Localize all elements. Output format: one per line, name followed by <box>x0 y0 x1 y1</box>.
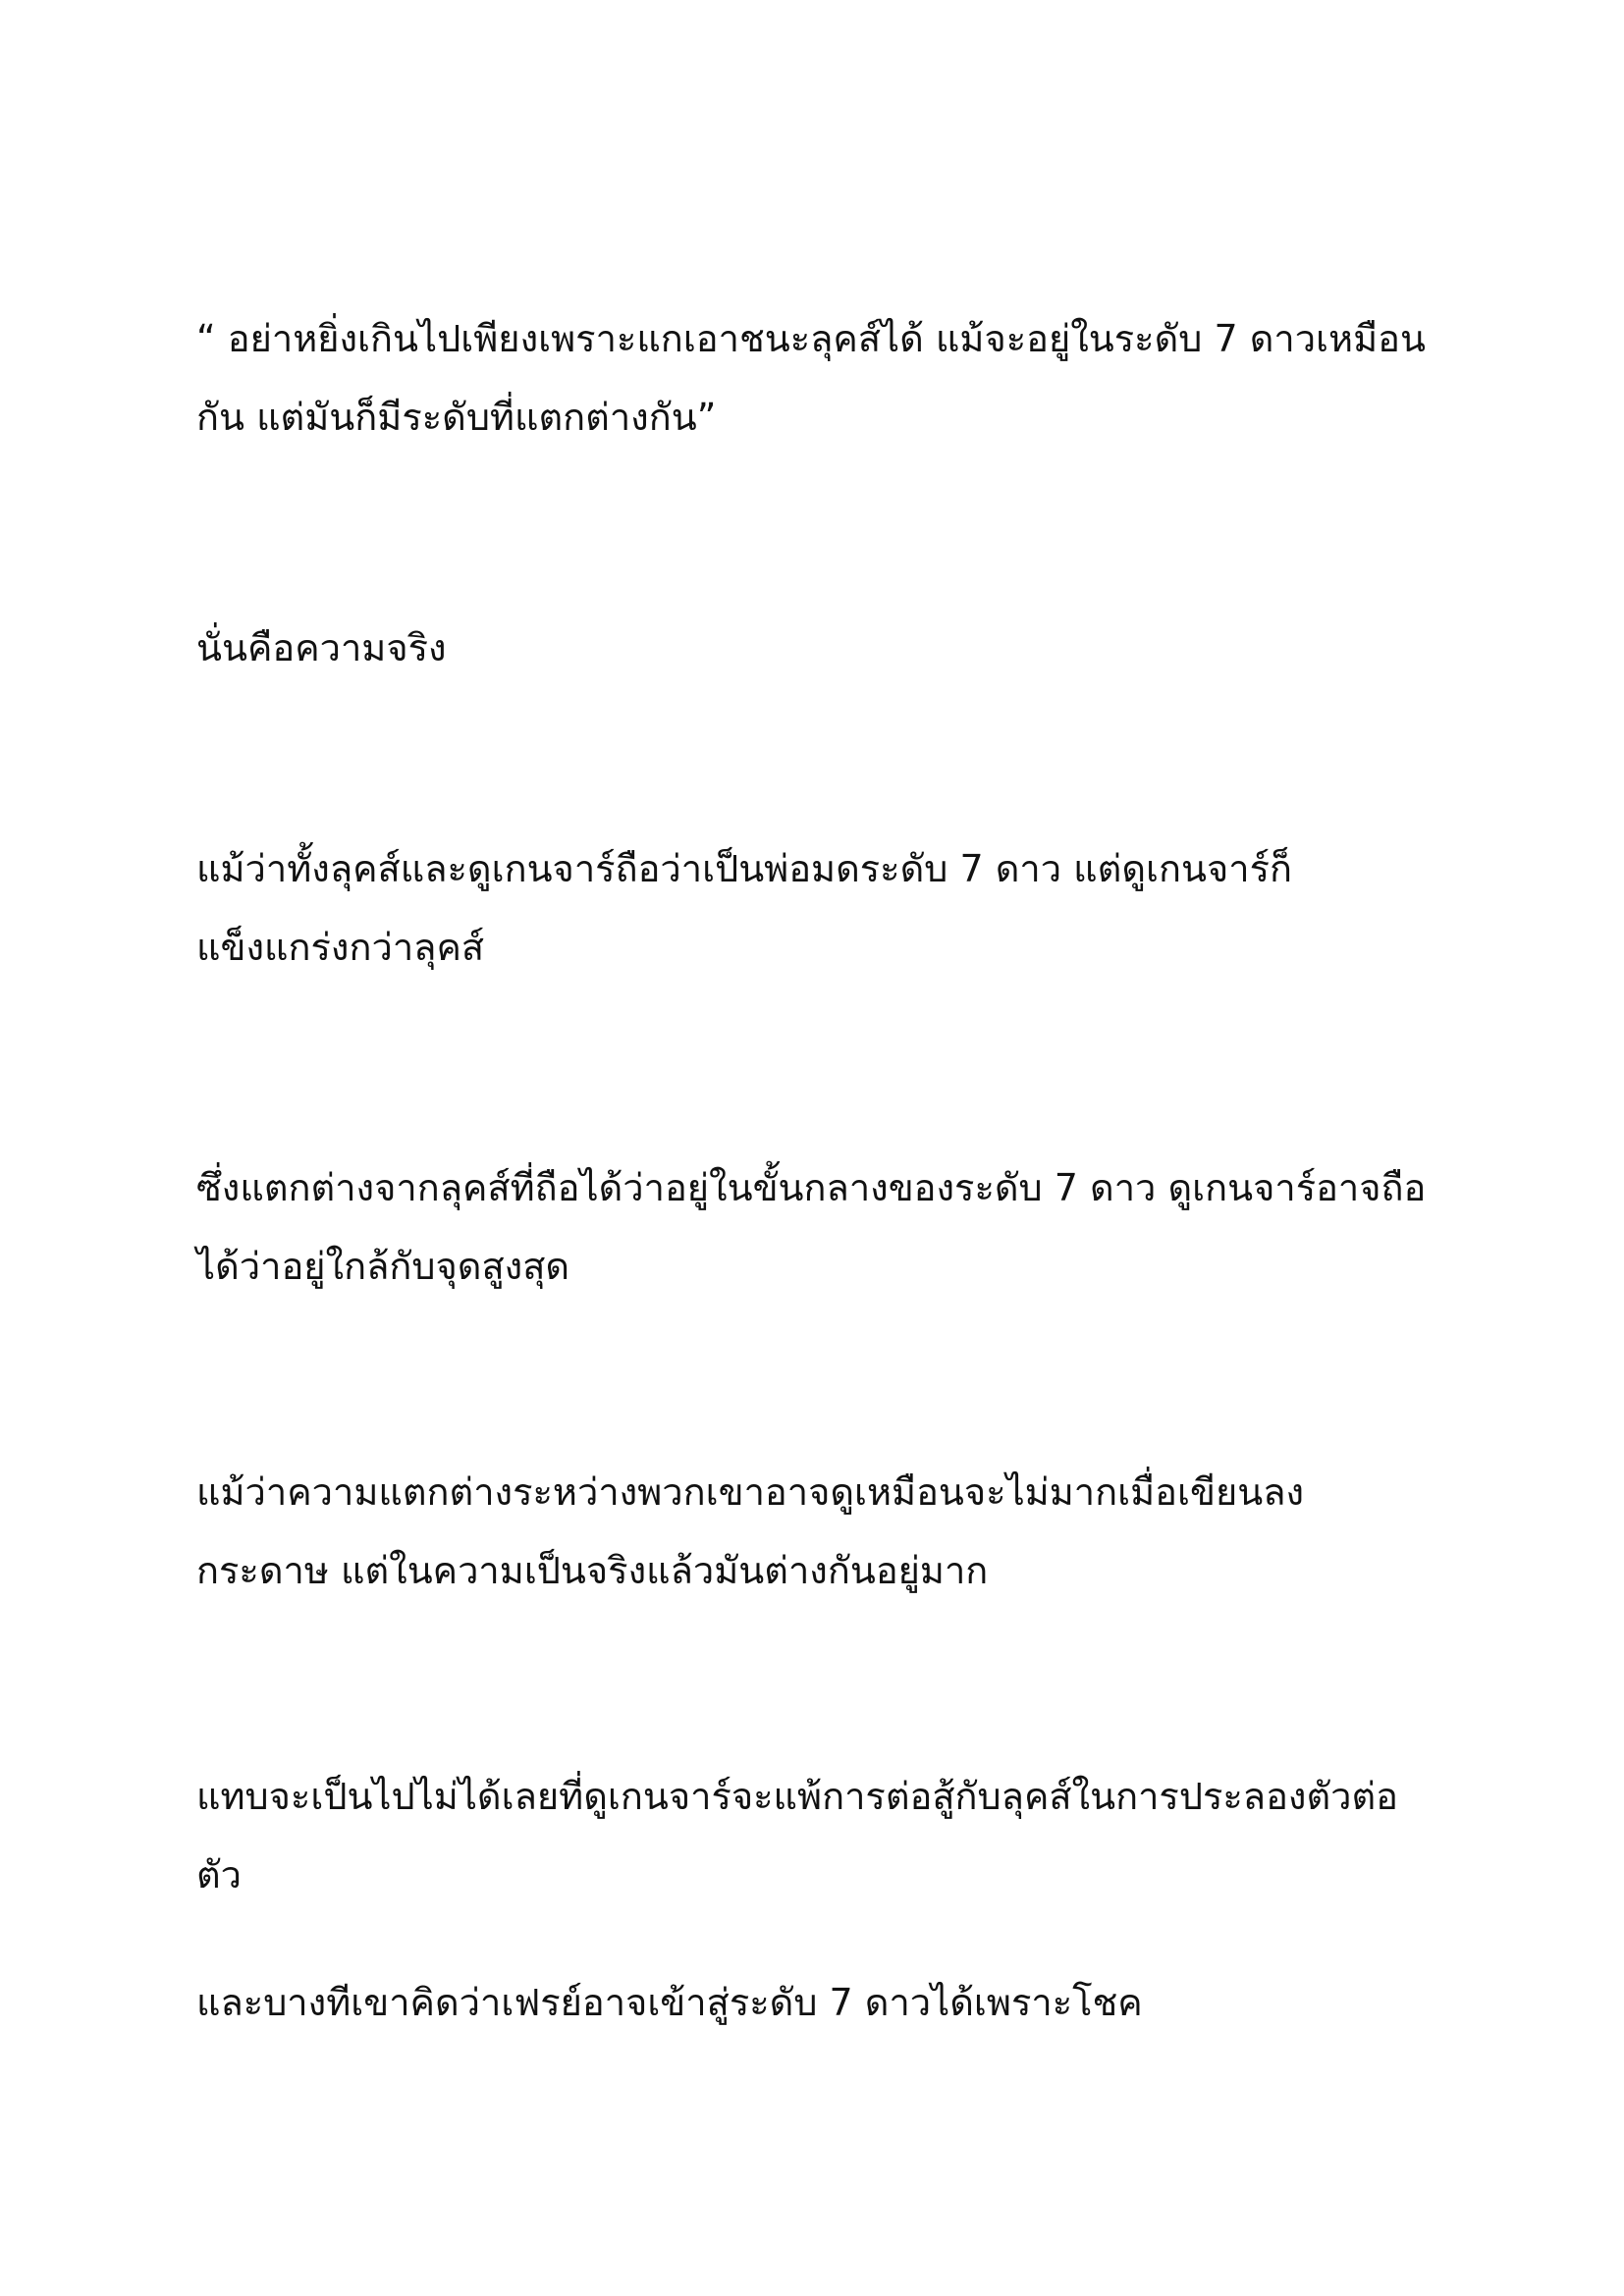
paragraph-comparison: แม้ว่าทั้งลุคส์และดูเกนจาร์ถือว่าเป็นพ่อมดระดับ 7 ดาว แต่ดูเกนจาร์ก็แข็งแกร่งกว่าลุคส์ <box>196 847 1292 969</box>
paragraph-quote: “ อย่าหยิ่งเกินไปเพียงเพราะแกเอาชนะลุคส์ได้ แม้จะอยู่ในระดับ 7 ดาวเหมือนกัน แต่มันก็มีระดับที่แตกต่างกัน” <box>196 317 1426 439</box>
paragraph-truth: นั่นคือความจริง <box>196 626 447 669</box>
paragraph-impossible: แทบจะเป็นไปไม่ได้เลยที่ดูเกนจาร์จะแพ้การต่อสู้กับลุคส์ในการประลองตัวต่อตัว <box>196 1775 1398 1896</box>
paragraph-luck: และบางทีเขาคิดว่าเฟรย์อาจเข้าสู่ระดับ 7 ดาวได้เพราะโชค <box>196 1981 1143 2024</box>
paragraph-levels: ซึ่งแตกต่างจากลุคส์ที่ถือได้ว่าอยู่ในขั้นกลางของระดับ 7 ดาว ดูเกนจาร์อาจถือได้ว่าอยู่ใกล้กับจุดสูงสุด <box>196 1166 1427 1288</box>
paragraph-difference: แม้ว่าความแตกต่างระหว่างพวกเขาอาจดูเหมือนจะไม่มากเมื่อเขียนลงกระดาษ แต่ในความเป็นจริงแล้วมันต่างกันอยู่มาก <box>196 1470 1305 1592</box>
